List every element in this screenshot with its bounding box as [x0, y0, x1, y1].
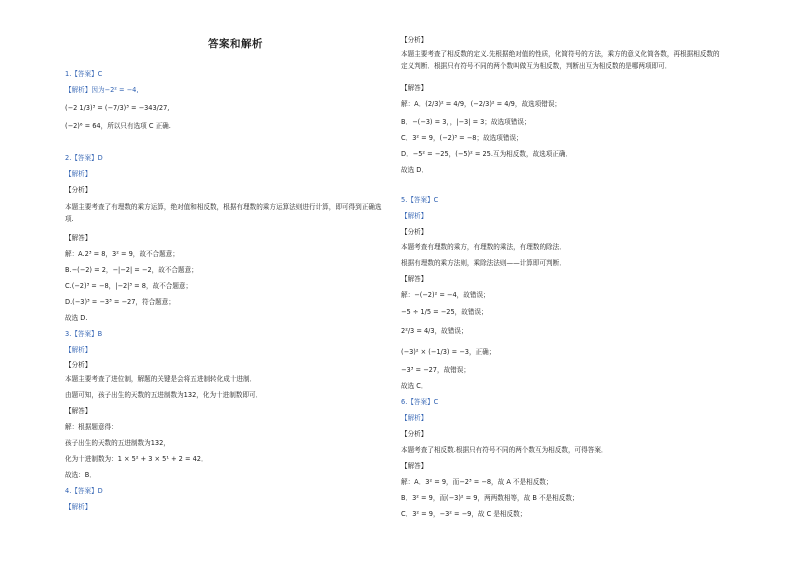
- left-text-line: 由题可知，孩子出生的天数的五进制数为132，化为十进制数即可．: [65, 391, 263, 399]
- left-text-line: B.−(−2) = 2，−|−2| = −2，故不合题意；: [65, 266, 198, 274]
- left-text-line: 1.【答案】C: [65, 70, 103, 78]
- right-text-line: 解：A．(2/3)² = 4/9，(−2/3)² = 4/9，故选项错误；: [401, 100, 562, 108]
- right-text-line: (−3)² × (−1/3) = −3，正确；: [401, 348, 496, 356]
- right-text-line: 本题考查了相反数.根据只有符号不同的两个数互为相反数，可得答案．: [401, 446, 608, 454]
- left-text-line: 解：根据题意得：: [65, 423, 118, 431]
- left-text-line: 【解析】: [65, 346, 92, 354]
- left-text-line: (−2 1/3)³ = (−7/3)³ = −343/27,: [65, 104, 170, 112]
- left-text-line: 【解析】: [65, 170, 92, 178]
- left-text-line: (−2)⁶ = 64，所以只有选项 C 正确.: [65, 122, 171, 130]
- left-text-line: 【分析】: [65, 361, 92, 369]
- right-text-line: 2²/3 = 4/3，故错误；: [401, 327, 468, 335]
- right-text-line: 【解答】: [401, 462, 428, 470]
- left-text-line: 【解析】因为−2² = −4,: [65, 86, 139, 94]
- left-text-line: 孩子出生的天数的五进制数为132，: [65, 439, 170, 447]
- right-text-line: 【解答】: [401, 84, 428, 92]
- right-text-line: 5.【答案】C: [401, 196, 439, 204]
- left-text-line: 【分析】: [65, 186, 92, 194]
- right-text-line: 本题考查有理数的乘方，有理数的乘法，有理数的除法．: [401, 243, 566, 251]
- right-text-line: D．−5² = −25，(−5)² = 25.互为相反数，故选项正确．: [401, 150, 573, 158]
- right-text-line: 【解析】: [401, 414, 428, 422]
- right-text-line: 故选 D．: [401, 166, 428, 174]
- left-text-line: 解：A.2³ = 8，3² = 9，故不合题意；: [65, 250, 179, 258]
- left-text-line: 化为十进制数为：1 × 5² + 3 × 5¹ + 2 = 42．: [65, 455, 208, 463]
- right-text-line: 【分析】: [401, 430, 428, 438]
- page-title: 答案和解析: [208, 38, 263, 50]
- left-text-line: D.(−3)³ = −3³ = −27，符合题意；: [65, 298, 175, 306]
- left-text-line: 本题主要考查了进位制，解题的关键是会将五进制转化成十进制．: [65, 375, 257, 383]
- right-text-line: 【分析】: [401, 36, 428, 44]
- right-text-line: 本题主要考查了相反数的定义.先根据绝对值的性质，化简符号的方法，乘方的意义化简各数，再根据相反数的定义判断．根据只有符号不同的两个数叫做互为相反数，判断出互为相反数的是哪两项即可．: [401, 50, 720, 70]
- left-text-line: 故选 D.: [65, 314, 88, 322]
- right-text-line: 【解析】: [401, 212, 428, 220]
- left-text-line: 【解析】: [65, 503, 92, 511]
- left-text-line: C.(−2)³ = −8，|−2|³ = 8，故不合题意；: [65, 282, 193, 290]
- left-text-line: 本题主要考查了有理数的乘方运算，绝对值和相反数，根据有理数的乘方运算法则进行计算，即可得到正确选项.: [65, 203, 382, 223]
- right-text-line: 故选 C．: [401, 382, 428, 390]
- right-text-line: 解：A．3² = 9，而−2³ = −8，故 A 不是相反数；: [401, 478, 553, 486]
- right-text-line: 【解答】: [401, 275, 428, 283]
- right-text-line: −5 ÷ 1/5 = −25，故错误；: [401, 308, 488, 316]
- left-text-line: 【解答】: [65, 407, 92, 415]
- right-text-line: B．−(−3) = 3，，|−3| = 3；故选项错误；: [401, 118, 531, 126]
- right-text-line: 【分析】: [401, 228, 428, 236]
- left-text-line: 3.【答案】B: [65, 330, 103, 338]
- right-text-line: B．3² = 9，而(−3)² = 9，两两数相等，故 B 不是相反数；: [401, 494, 579, 502]
- left-text-line: 故选：B．: [65, 471, 96, 479]
- right-text-line: 6.【答案】C: [401, 398, 439, 406]
- left-text-line: 2.【答案】D: [65, 154, 103, 162]
- right-text-line: 根据有理数的乘方法则，乘除法法则——计算即可判断．: [401, 259, 566, 267]
- left-text-line: 4.【答案】D: [65, 487, 103, 495]
- left-text-line: 【解答】: [65, 234, 92, 242]
- right-text-line: C．3² = 9，(−2)³ = −8；故选项错误；: [401, 134, 523, 142]
- right-text-line: −3³ = −27，故错误；: [401, 366, 470, 374]
- right-text-line: 解：−(−2)² = −4，故错误；: [401, 291, 490, 299]
- right-text-line: C．3² = 9，−3² = −9，故 C 是相反数；: [401, 510, 527, 518]
